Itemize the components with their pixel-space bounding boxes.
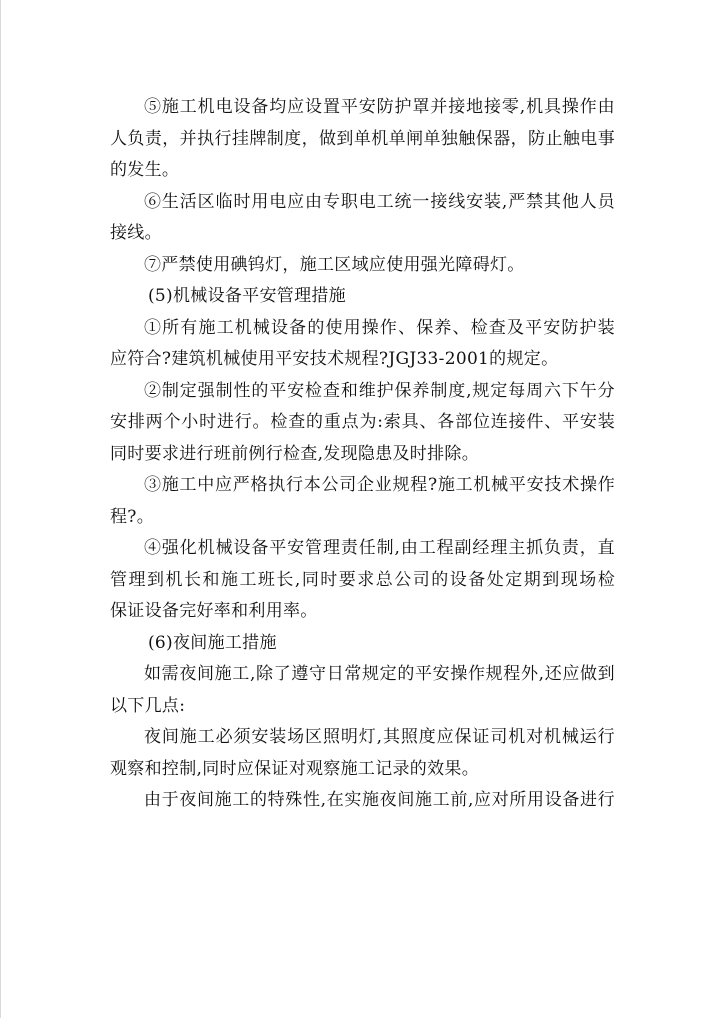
- paragraph-machine-2-line-2: 安排两个小时进行。检查的重点为:索具、各部位连接件、平安装: [110, 412, 615, 432]
- paragraph-item-6-line-2: 接线。: [110, 223, 162, 243]
- paragraph-machine-1-line-2: 应符合?建筑机械使用平安技术规程?JGJ33-2001的规定。: [110, 349, 559, 369]
- paragraph-machine-2-line-3: 同时要求进行班前例行检查,发现隐患及时排除。: [110, 443, 480, 464]
- paragraph-item-7: ⑦严禁使用碘钨灯，施工区域应使用强光障碍灯。: [144, 254, 525, 275]
- section-heading-5: (5)机械设备平安管理措施: [148, 286, 346, 306]
- paragraph-item-5-line-2: 人负责，并执行挂牌制度，做到单机单闸单独触保器，防止触电事: [110, 128, 615, 149]
- paragraph-machine-3-line-1: ③施工中应严格执行本公司企业规程?施工机械平安技术操作: [144, 475, 615, 495]
- paragraph-night-intro-line-2: 以下几点:: [110, 695, 186, 716]
- document-body: [110, 92, 615, 817]
- section-heading-6: (6)夜间施工措施: [148, 632, 277, 653]
- paragraph-machine-4-line-2: 管理到机长和施工班长,同时要求总公司的设备处定期到现场检: [110, 569, 615, 590]
- paragraph-night-intro-line-1: 如需夜间施工,除了遵守日常规定的平安操作规程外,还应做到: [144, 664, 615, 684]
- paragraph-night-lighting-line-1: 夜间施工必须安装场区照明灯,其照度应保证司机对机械运行: [144, 727, 615, 747]
- paragraph-item-5-line-3: 的发生。: [110, 160, 180, 180]
- paragraph-machine-4-line-1: ④强化机械设备平安管理责任制,由工程副经理主抓负责，直: [144, 538, 615, 558]
- paragraph-night-lighting-line-2: 观察和控制,同时应保证对观察施工记录的效果。: [110, 758, 480, 779]
- paragraph-machine-1-line-1: ①所有施工机械设备的使用操作、保养、检查及平安防护装: [144, 317, 615, 338]
- paragraph-item-6-line-1: ⑥生活区临时用电应由专职电工统一接线安装,严禁其他人员: [144, 191, 615, 212]
- paragraph-item-5-line-1: ⑤施工机电设备均应设置平安防护罩并接地接零,机具操作由: [144, 97, 615, 117]
- paragraph-machine-2-line-1: ②制定强制性的平安检查和维护保养制度,规定每周六下午分: [144, 380, 615, 401]
- paragraph-machine-3-line-2: 程?。: [110, 506, 155, 527]
- page-edge-rule: [0, 0, 1, 1018]
- paragraph-machine-4-line-3: 保证设备完好率和利用率。: [110, 601, 318, 621]
- paragraph-night-equipment-line-1: 由于夜间施工的特殊性,在实施夜间施工前,应对所用设备进行: [144, 790, 615, 810]
